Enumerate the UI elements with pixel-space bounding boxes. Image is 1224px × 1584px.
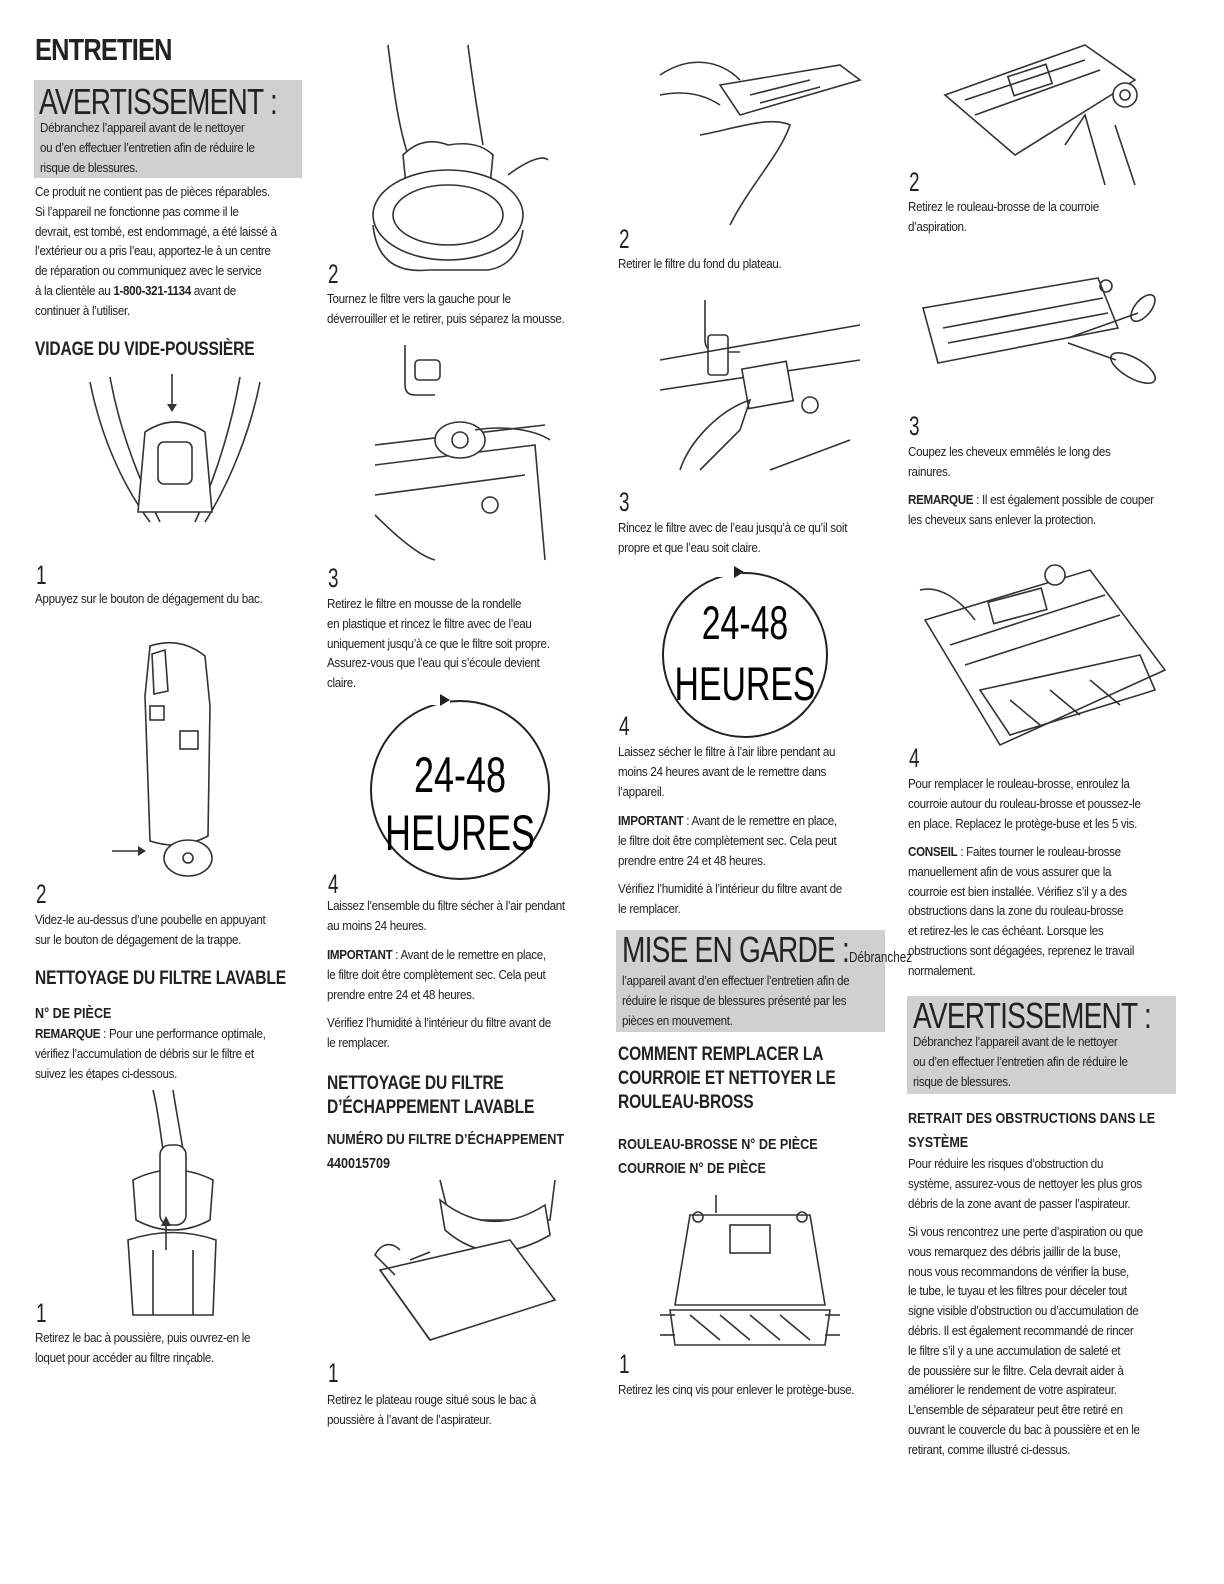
- text-line: Retirez le rouleau-brosse de la courroie: [908, 199, 1099, 214]
- text-line: suivez les étapes ci-dessous.: [35, 1065, 178, 1081]
- step-text: [327, 594, 609, 693]
- step-number: 2: [328, 259, 339, 289]
- washable-filter-heading: NETTOYAGE DU FILTRE LAVABLE: [35, 968, 286, 989]
- check-paragraph: [327, 1013, 609, 1053]
- exhaust-filter-heading: [327, 1072, 534, 1120]
- text-span: : Avant de le remettre en place,: [683, 813, 837, 828]
- text-line: système, assurez-vous de nettoyer les plus gros: [908, 1175, 1142, 1191]
- warning-heading: AVERTISSEMENT :: [39, 81, 277, 122]
- text-line: [35, 1024, 299, 1044]
- important-label: IMPORTANT: [618, 813, 684, 828]
- step-text: [327, 1390, 609, 1430]
- step-number: 2: [619, 224, 630, 254]
- warning-line: Débranchez l’appareil avant de le nettoyer: [40, 120, 245, 135]
- text-line: le filtre doit être complètement sec. Cela peut: [327, 966, 546, 982]
- important-label: IMPORTANT: [327, 947, 393, 962]
- text-line: obstructions sont dégagées, reprenez le travail: [908, 942, 1135, 958]
- warning-line: ou d’en effectuer l’entretien afin de réduire le: [40, 139, 255, 155]
- text-line: et retirez-les le cas échéant. Lorsque les: [908, 923, 1104, 939]
- warning-line: risque de blessures.: [40, 159, 138, 175]
- step-number: 3: [328, 563, 339, 593]
- text-line: moins 24 heures avant de le remettre dans: [618, 763, 826, 779]
- text-line: manuellement afin de vous assurer que la: [908, 863, 1112, 879]
- filter-twist-illustration: [368, 45, 548, 275]
- rinse-exhaust-filter-illustration: [660, 300, 860, 470]
- text-line: signe visible d’obstruction ou d’accumulation de: [908, 1303, 1139, 1319]
- text-line: débris. Il est également recommandé de rincer: [908, 1322, 1134, 1338]
- step-number: 3: [909, 411, 920, 441]
- note-label: REMARQUE: [35, 1026, 101, 1041]
- intro-paragraph: [35, 182, 299, 321]
- text-line: prendre entre 24 et 48 heures.: [618, 852, 766, 868]
- text-line: Laissez sécher le filtre à l’air libre pendant au: [618, 744, 836, 759]
- text-line: prendre entre 24 et 48 heures.: [327, 986, 475, 1002]
- step-number: 4: [328, 869, 339, 899]
- caution-body: [622, 971, 890, 1030]
- text-line: ouvrant le couvercle du bac à poussière et en le: [908, 1421, 1140, 1437]
- step-text: [35, 1328, 317, 1368]
- page-title: ENTRETIEN: [35, 32, 172, 67]
- text-line: en plastique et rincez le filtre avec de l’eau: [327, 615, 532, 631]
- part-number-label: N° DE PIÈCE: [35, 1005, 112, 1022]
- text-line: déverrouiller et le retirer, puis séparez la mousse.: [327, 310, 565, 326]
- warning-line: Débranchez l’appareil avant de le nettoyer: [913, 1034, 1118, 1049]
- heading-line: RETRAIT DES OBSTRUCTIONS DANS LE: [908, 1110, 1156, 1127]
- cut-hair-illustration: [918, 268, 1168, 408]
- text-line: améliorer le rendement de votre aspirateur.: [908, 1382, 1117, 1398]
- vacuum-release-illustration: [80, 372, 270, 522]
- text-line: Assurez-vous que l’eau qui s’écoule devient: [327, 655, 540, 671]
- text-line: claire.: [327, 675, 356, 691]
- text-line: nous vous recommandons de vérifier la buse,: [908, 1263, 1129, 1279]
- step-text: [35, 910, 317, 950]
- text-line: [908, 842, 1190, 862]
- text-span: : Il est également possible de couper: [973, 492, 1154, 507]
- remove-filter-illustration: [660, 45, 860, 225]
- heading-line: COURROIE ET NETTOYER LE: [618, 1068, 836, 1089]
- heading-line: ROULEAU-BROSS: [618, 1092, 754, 1113]
- step-text: Appuyez sur le bouton de dégagement du bac.: [35, 591, 263, 606]
- text-line: L’ensemble de séparateur peut être retiré en: [908, 1402, 1123, 1418]
- text-line: Tournez le filtre vers la gauche pour le: [327, 291, 511, 306]
- text-line: propre et que l’eau soit claire.: [618, 539, 761, 555]
- warning-body: [40, 118, 304, 177]
- obstruction-paragraph-2: [908, 1222, 1190, 1460]
- phone-number: 1-800-321-1134: [113, 282, 191, 298]
- text-line: le filtre doit être complètement sec. Cela peut: [618, 832, 837, 848]
- text-line: au moins 24 heures.: [327, 917, 427, 933]
- heading-line: NETTOYAGE DU FILTRE: [327, 1073, 504, 1094]
- step-number: 1: [36, 1298, 47, 1328]
- caution-line: réduire le risque de blessures présenté par les: [622, 992, 847, 1008]
- heading-line: 440015709: [327, 1155, 391, 1172]
- text-span: : Pour une performance optimale,: [100, 1026, 266, 1041]
- text-line: sur le bouton de dégagement de la trappe.: [35, 931, 242, 947]
- text-line: courroie est bien installée. Vérifiez s’il y a des: [908, 883, 1127, 899]
- text-line: d’aspiration.: [908, 218, 967, 234]
- timer-hours-value: 24-48: [701, 596, 789, 650]
- text-line: vérifiez l’accumulation de débris sur le filtre et: [35, 1045, 254, 1061]
- red-tray-illustration: [370, 1180, 560, 1340]
- heading-line: COURROIE N° DE PIÈCE: [618, 1160, 766, 1177]
- text-line: débris de la zone avant de passer l’aspirateur.: [908, 1195, 1131, 1211]
- important-paragraph: [327, 945, 609, 1004]
- heading-line: SYSTÈME: [908, 1134, 969, 1151]
- text-line: poussière à l’avant de l’aspirateur.: [327, 1411, 492, 1427]
- remove-brushroll-illustration: [935, 35, 1145, 185]
- text-line: Si vous rencontrez une perte d’aspiration ou que: [908, 1224, 1143, 1239]
- text-line: obstructions dans la zone du rouleau-brosse: [908, 903, 1124, 919]
- text-line: Retirez le bac à poussière, puis ouvrez-en le: [35, 1330, 251, 1345]
- heading-line: NUMÉRO DU FILTRE D’ÉCHAPPEMENT: [327, 1131, 565, 1148]
- obstruction-paragraph-1: [908, 1154, 1190, 1213]
- dust-cup-illustration: [110, 636, 230, 886]
- text-line: continuer à l’utiliser.: [35, 302, 130, 318]
- text-line: le filtre s’il y a une accumulation de saleté et: [908, 1342, 1121, 1358]
- caution-inline-text: Débranchez: [849, 949, 913, 966]
- step-text: [618, 742, 900, 801]
- step-number: 4: [909, 743, 920, 773]
- step-number: 3: [619, 487, 630, 517]
- text-line: les cheveux sans enlever la protection.: [908, 511, 1096, 527]
- text-line: vous remarquez des débris jaillir de la buse,: [908, 1243, 1121, 1259]
- heading-line: D’ÉCHAPPEMENT LAVABLE: [327, 1097, 535, 1118]
- belt-heading: [618, 1043, 836, 1115]
- brushroll-screws-illustration: [660, 1195, 840, 1355]
- note-paragraph: [908, 490, 1190, 530]
- tip-paragraph: [908, 842, 1190, 981]
- note-label: REMARQUE: [908, 492, 974, 507]
- important-paragraph: [618, 811, 900, 870]
- text-line: normalement.: [908, 962, 976, 978]
- timer-hours-value: 24-48: [413, 748, 507, 804]
- text-line: de poussière sur le filtre. Cela devrait aider à: [908, 1362, 1124, 1378]
- timer-hours-label: HEURES: [674, 657, 816, 711]
- step-number: 1: [36, 560, 47, 590]
- text-line: Videz-le au-dessus d’une poubelle en appuyant: [35, 912, 266, 927]
- step-text: Retirer le filtre du fond du plateau.: [618, 256, 782, 271]
- text-line: uniquement jusqu’à ce que le filtre soit propre.: [327, 635, 550, 651]
- warning-line: risque de blessures.: [913, 1073, 1011, 1089]
- text-line: le remplacer.: [618, 900, 681, 916]
- text-line: Retirez le filtre en mousse de la rondelle: [327, 596, 522, 611]
- text-line: l’extérieur ou a pris l’eau, apportez-le à un centre: [35, 243, 271, 259]
- step-text: [327, 896, 609, 936]
- step-text: Retirez les cinq vis pour enlever le protège-buse.: [618, 1382, 855, 1397]
- step-number: 1: [328, 1358, 339, 1388]
- step-number: 2: [36, 879, 47, 909]
- replace-brushroll-illustration: [920, 560, 1170, 750]
- caution-title: MISE EN GARDE :: [622, 929, 850, 970]
- warning-box-2: [907, 996, 1176, 1094]
- text-line: Laissez l’ensemble du filtre sécher à l’air pendant: [327, 898, 565, 913]
- text-line: courroie autour du rouleau-brosse et poussez-le: [908, 795, 1141, 811]
- open-dust-cup-illustration: [118, 1090, 228, 1320]
- text-line: de réparation ou communiquez avec le service: [35, 263, 262, 279]
- step-text: [618, 518, 900, 558]
- step-number: 4: [619, 711, 630, 741]
- step-text: [908, 442, 1190, 482]
- text-line: Rincez le filtre avec de l’eau jusqu’à ce qu’il soit: [618, 520, 848, 535]
- text-line: en place. Replacez le protège-buse et les 5 vis.: [908, 815, 1138, 831]
- text-line: Ce produit ne contient pas de pièces réparables.: [35, 184, 270, 199]
- text-line: devrait, est tombé, est endommagé, a été laissé à: [35, 223, 277, 239]
- text-line: [35, 281, 299, 301]
- text-span: à la clientèle au: [35, 282, 114, 298]
- rinse-filter-illustration: [375, 345, 555, 560]
- step-number: 1: [619, 1349, 630, 1379]
- heading-line: COMMENT REMPLACER LA: [618, 1044, 824, 1065]
- text-span: avant de: [190, 282, 236, 298]
- caution-box: [616, 929, 913, 1032]
- warning-box-1: [34, 80, 302, 178]
- text-line: Pour remplacer le rouleau-brosse, enroulez la: [908, 776, 1130, 791]
- text-line: Vérifiez l’humidité à l’intérieur du filtre avant de: [327, 1015, 551, 1030]
- drying-timer-icon: [662, 572, 828, 738]
- step-text: [908, 197, 1190, 237]
- timer-hours-label: HEURES: [385, 806, 535, 862]
- text-line: l’appareil.: [618, 783, 665, 799]
- caution-line: pièces en mouvement.: [622, 1012, 733, 1028]
- drying-timer-icon: [370, 700, 550, 880]
- dust-heading: VIDAGE DU VIDE-POUSSIÈRE: [35, 339, 255, 360]
- text-span: : Avant de le remettre en place,: [392, 947, 546, 962]
- text-line: retirant, comme illustré ci-dessus.: [908, 1441, 1071, 1457]
- text-line: [908, 490, 1190, 510]
- text-line: Pour réduire les risques d’obstruction du: [908, 1156, 1104, 1171]
- text-line: le tube, le tuyau et les filtres pour déceler tout: [908, 1283, 1127, 1299]
- warning-line: ou d’en effectuer l’entretien afin de réduire le: [913, 1053, 1128, 1069]
- text-line: [618, 811, 900, 831]
- obstruction-heading: [908, 1107, 1155, 1155]
- step-text: [908, 774, 1190, 833]
- text-line: Retirez le plateau rouge situé sous le bac à: [327, 1392, 537, 1407]
- text-span: : Faites tourner le rouleau-brosse: [957, 844, 1121, 859]
- text-line: le remplacer.: [327, 1034, 390, 1050]
- text-line: Si l’appareil ne fonctionne pas comme il le: [35, 203, 239, 219]
- text-line: rainures.: [908, 463, 951, 479]
- step-text: [327, 289, 609, 329]
- text-line: Vérifiez l’humidité à l’intérieur du filtre avant de: [618, 881, 842, 896]
- check-paragraph: [618, 879, 900, 919]
- step-number: 2: [909, 167, 920, 197]
- heading-line: ROULEAU-BROSSE N° DE PIÈCE: [618, 1136, 818, 1153]
- text-line: [327, 945, 609, 965]
- tip-label: CONSEIL: [908, 844, 958, 859]
- warning-heading: AVERTISSEMENT :: [913, 995, 1151, 1036]
- exhaust-filter-number: [327, 1128, 564, 1176]
- warning-body: [913, 1032, 1181, 1091]
- text-line: loquet pour accéder au filtre rinçable.: [35, 1349, 214, 1365]
- belt-part-numbers: [618, 1133, 818, 1181]
- note-paragraph: [35, 1024, 299, 1083]
- caution-line: l’appareil avant d’en effectuer l’entretien afin de: [622, 973, 850, 988]
- text-line: Coupez les cheveux emmêlés le long des: [908, 444, 1111, 459]
